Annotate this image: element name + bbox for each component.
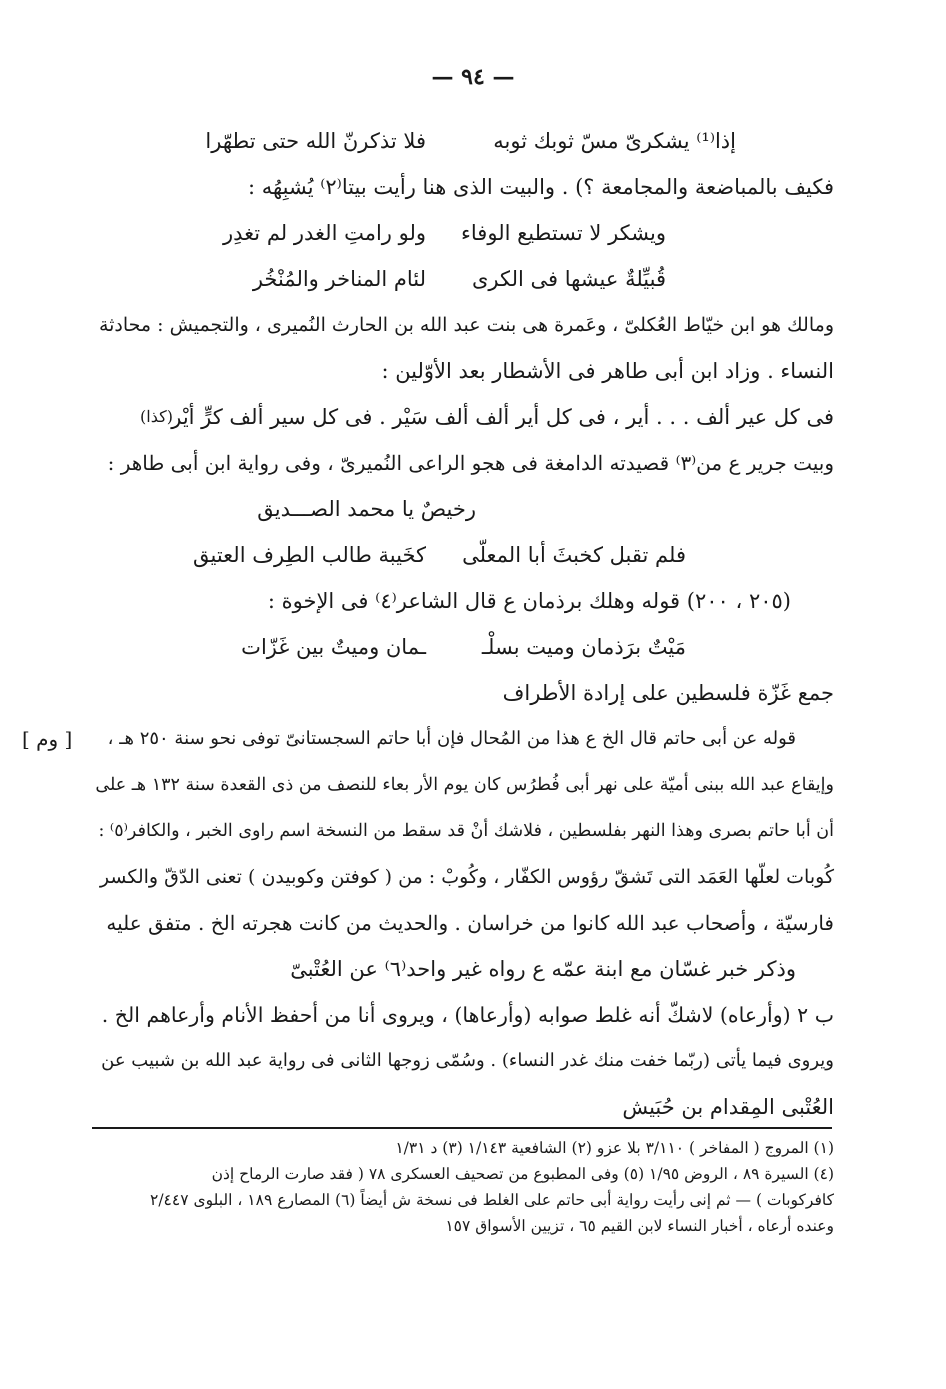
text-line: ومالك هو ابن خيّاط العُكلىّ ، وعَمرة هى بنت عبد الله بن الحارث النُميرى ، والتجميش : محادثة xyxy=(98,314,834,336)
text-line: رخيصٌ يا محمد الصـــديق xyxy=(257,497,476,521)
footnote-line: (٤) السيرة ٨٩ ، الروض ١/٩٥ (٥) وفى المطبوع من تصحيف العسكرى ٧٨ ( فقد صارت الرماح إذن xyxy=(211,1165,834,1183)
text-line: قوله عن أبى حاتم قال الخ ع هذا من المُحال فإن أبا حاتم السجستانىّ توفى نحو سنة ٢٥٠ هـ ، xyxy=(107,728,796,749)
verse-2-hemistich-2: ولو رامتِ الغدر لم تغدِر xyxy=(223,221,426,245)
text-line: وبيت جرير ع من⁽٣⁾ قصيدته الدامغة فى هجو الراعى النُميرىّ ، وفى رواية ابن أبى طاهر : xyxy=(107,451,834,475)
verse-4-hemistich-2: كخَيبة طالب الطِرف العتيق xyxy=(192,543,426,567)
text-line: أن أبا حاتم بصرى وهذا النهر بفلسطين ، فلاشك أنْ قد سقط من النسخة اسم راوى الخبر ، والكافر⁽٥⁾ : xyxy=(98,821,834,841)
footnote-line: وعنده أرعاه ، أخبار النساء لابن القيم ٦٥ ، تزيين الأسواق ١٥٧ xyxy=(445,1217,834,1235)
text-line: جمع غَزّة فلسطين على إرادة الأطراف xyxy=(502,681,834,705)
text-line: فارسيّة ، وأصحاب عبد الله كانوا من خراسان . والحديث من كانت هجرته الخ . متفق عليه xyxy=(106,911,834,935)
verse-4-hemistich-1: فلم تقبل كخبثَ أبا المعلّى xyxy=(462,543,686,567)
text-line: ب ٢ (وأرعاه) لاشكّ أنه غلط صوابه (وأرعاها) ، ويروى أنا من أحفظ الأنام وأرعاهم الخ . xyxy=(101,1003,834,1027)
verse-5-hemistich-1: مَيْتٌ برَذمان وميت بسلْـ xyxy=(481,635,686,659)
text-note: (كذا) xyxy=(140,407,173,426)
verse-1-hemistich-2: فلا تذكرنّ الله حتى تطهّرا xyxy=(205,129,426,153)
footnote-separator xyxy=(92,1127,832,1129)
text-line: وذكر خبر غسّان مع ابنة عمّه ع رواه غير واحد⁽٦⁾ عن العُتْبىّ xyxy=(290,957,796,981)
footnote-line: (١) المروج ( المفاخر ) ٣/١١٠ بلا عزو (٢) الشافعية ١/١٤٣ (٣) د ١/٣١ xyxy=(395,1139,834,1157)
text-line: (٢٠٥ ، ٢٠٠) قوله وهلك برذمان ع قال الشاعر⁽٤⁾ فى الإخوة : xyxy=(267,589,791,613)
text-line: فى كل عير ألف . . . أير ، فى كل أير ألف ألف سَيْر . فى كل سير ألف كرٍّ أيْر xyxy=(171,405,834,429)
verse-3-hemistich-2: لئام المناخر والمُنْخُر xyxy=(252,267,426,291)
verse-1-hemistich-1: إذا⁽¹⁾ يشكرىّ مسّ ثوبك ثوبه xyxy=(493,129,736,153)
verse-2-hemistich-1: ويشكر لا تستطيع الوفاء xyxy=(461,221,666,245)
footnote-line: كافركوبات ) — ثم إنى رأيت رواية أبى حاتم على الغلط فى نسخة ش أيضاً (٦) المصارع ١٨٩ ، البلوى ٢/٤٤٧ xyxy=(150,1191,834,1209)
text-line: العُتْبى المِقدام بن حُبَيش xyxy=(622,1095,834,1119)
verse-3-hemistich-1: قُبيِّلةٌ عيشها فى الكرى xyxy=(471,267,666,291)
page-number: — ٩٤ — xyxy=(431,64,515,90)
text-line: النساء . وزاد ابن أبى طاهر فى الأشطار بعد الأوّلين : xyxy=(381,359,834,383)
text-line: ويروى فيما يأتى (ربّما خفت منك غدر النساء) . وسُمّى زوجها الثانى فى رواية عبد الله بن شبيب عن xyxy=(101,1050,834,1071)
text-line: وإيقاع عبد الله ببنى أميّة على نهر أبى فُطرُس كان يوم الأر بعاء للنصف من ذى القعدة سنة ١٣٢ هـ على xyxy=(95,775,834,795)
margin-reference: [ وم ] xyxy=(22,727,73,751)
text-line: كُوبات لعلّها العَمَد التى تَشقّ رؤوس الكفّار ، وكُوبْ : من ( كوفتن وكوبيدن ) تعنى الدّقّ والكسر xyxy=(99,866,834,888)
verse-5-hemistich-2: ـمان وميتٌ بين غَزّات xyxy=(241,635,426,659)
text-line: فكيف بالمباضعة والمجامعة ؟) . والبيت الذى هنا رأيت بيتا⁽٢⁾ يُشبِهُه : xyxy=(247,175,834,199)
